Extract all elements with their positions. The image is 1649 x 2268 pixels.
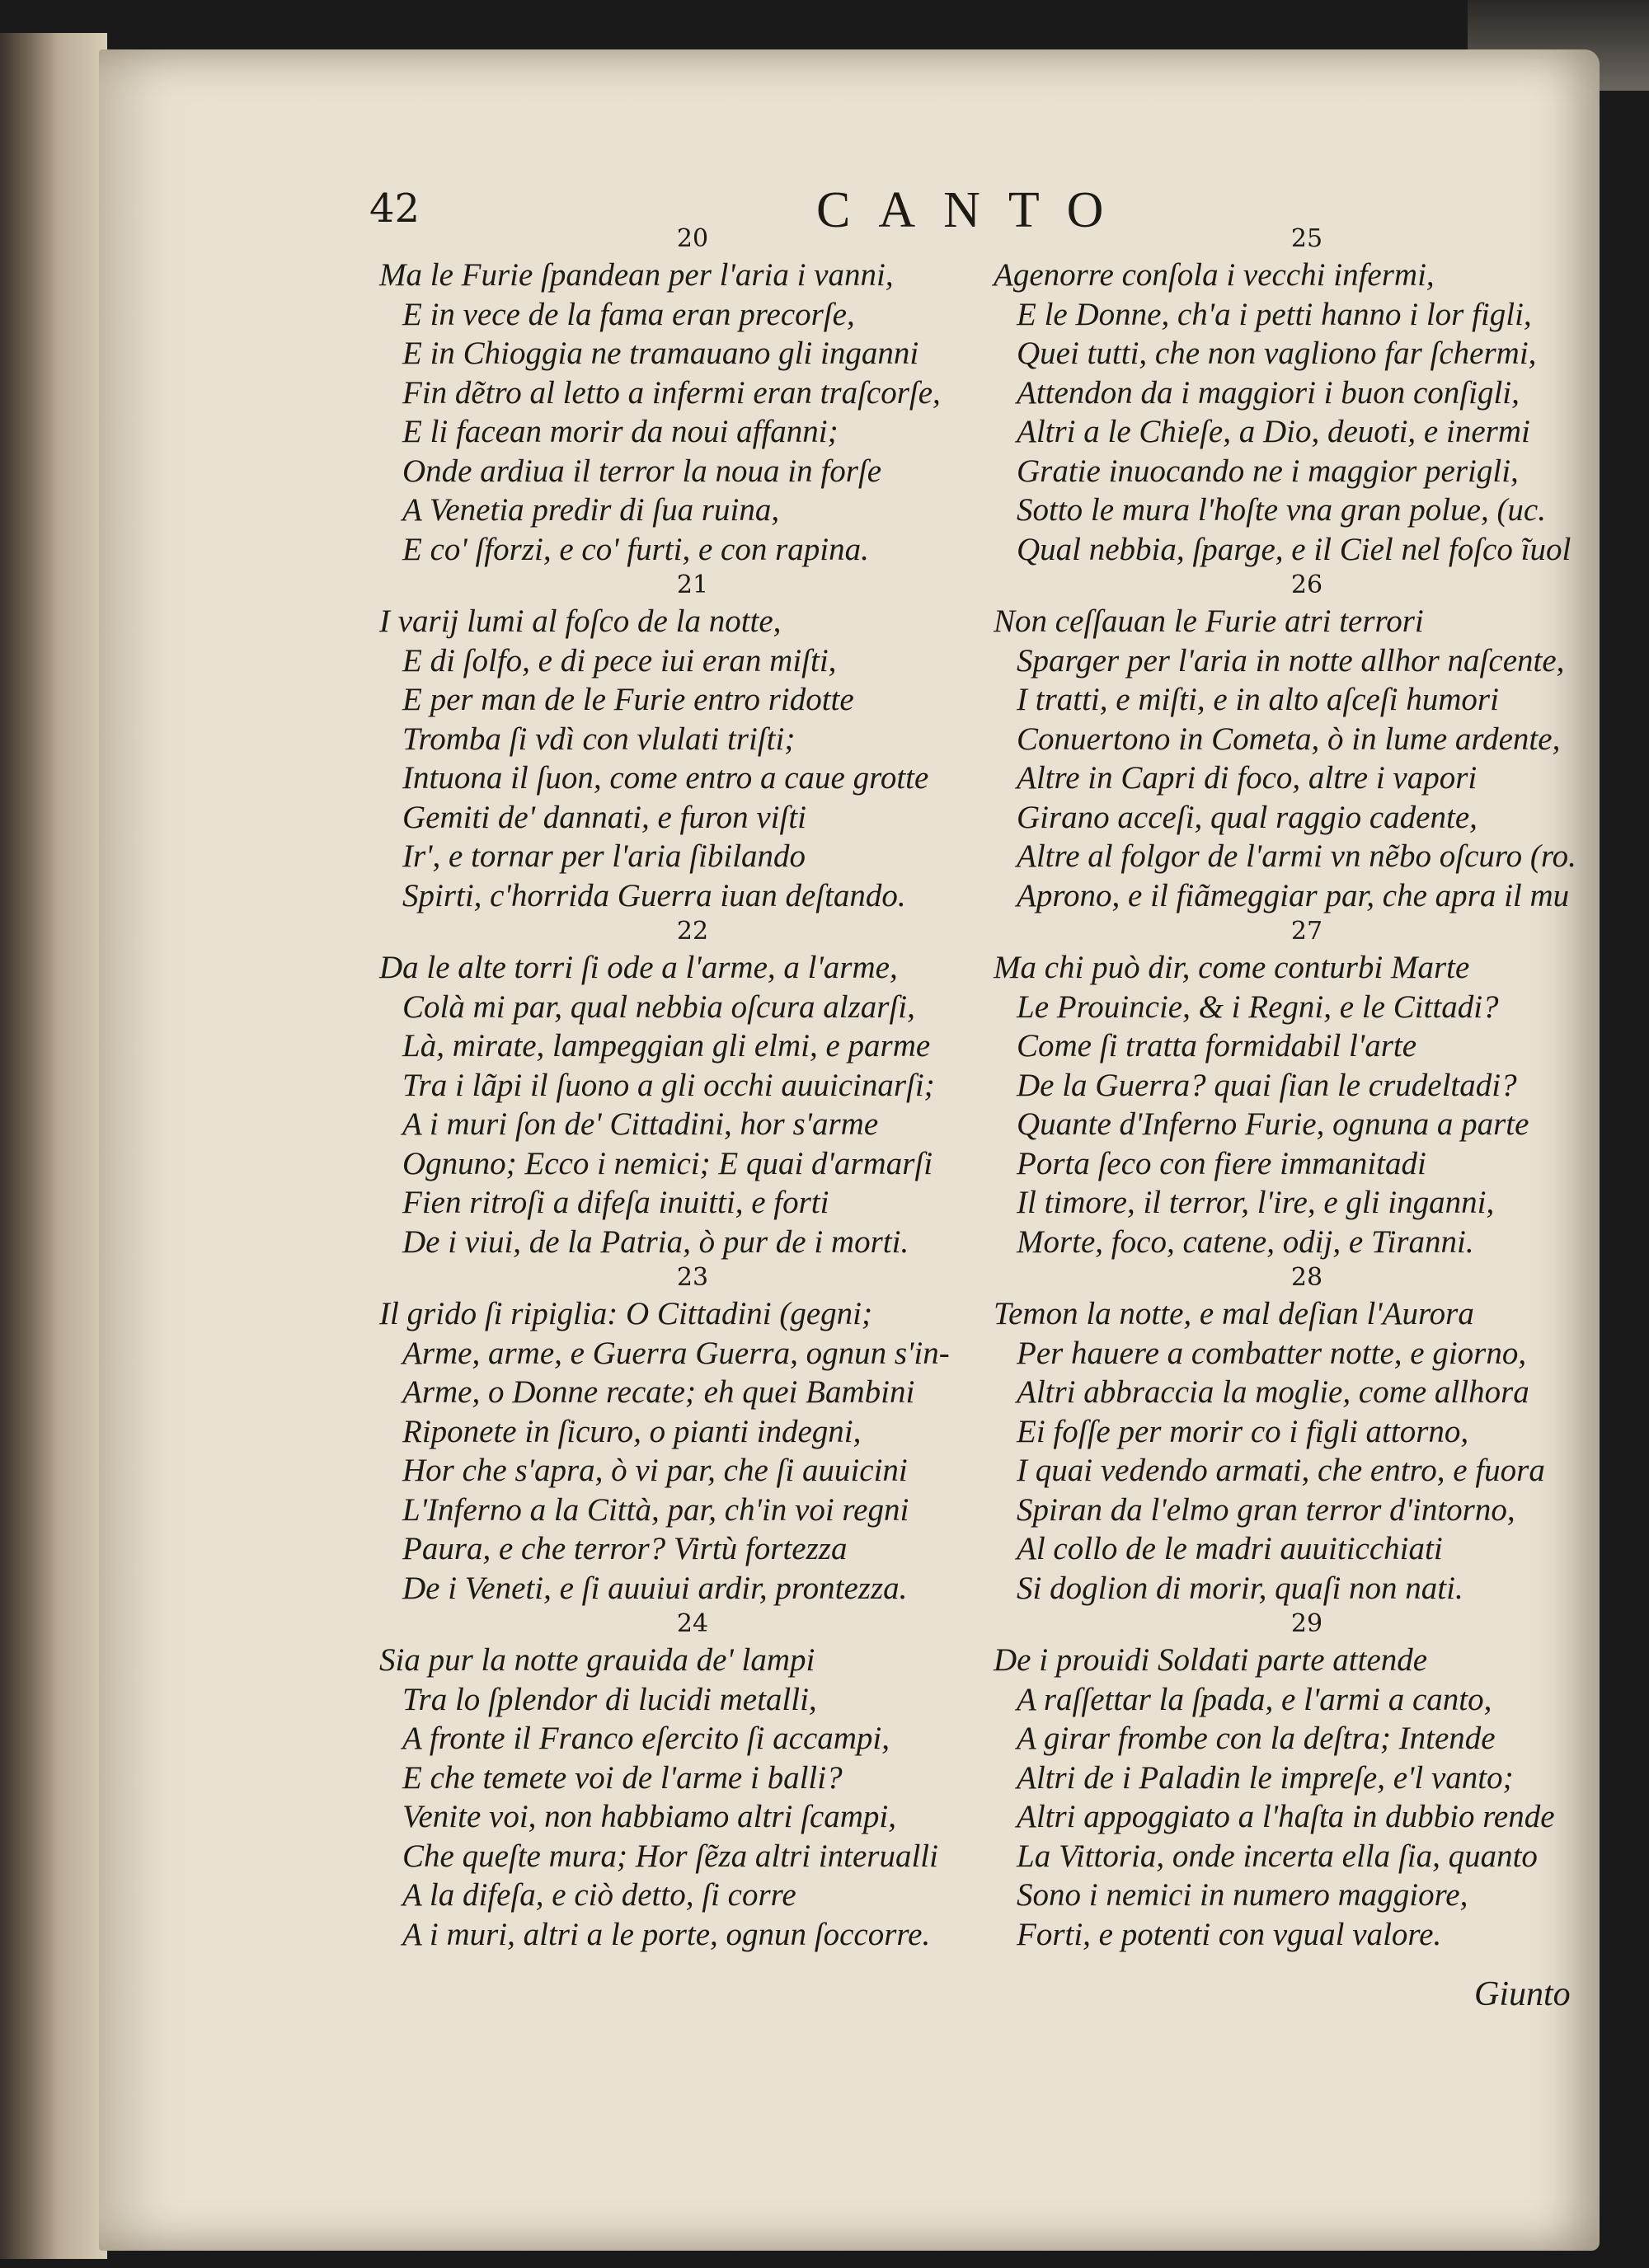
- verse-line: Non ceſſauan le Furie atri terrori: [994, 603, 1424, 639]
- verse-line: A fronte il Franco eſercito ſi accampi,: [402, 1721, 890, 1756]
- verse-line: A girar frombe con la deſtra; Intende: [1017, 1721, 1496, 1756]
- verse-line: Fin dẽtro al letto a infermi eran traſcorſe,: [402, 374, 941, 411]
- verse-line: Attendon da i maggiori i buon conſigli,: [1017, 374, 1520, 411]
- verse-line: Forti, e potenti con vgual valore.: [1017, 1916, 1442, 1952]
- stanza-number: 25: [1290, 224, 1323, 253]
- verse-line: Ognuno; Ecco i nemici; E quai d'armarſi: [402, 1145, 933, 1181]
- right-column: [994, 223, 1620, 1954]
- verse-line: Arme, o Donne recate; eh quei Bambini: [402, 1374, 915, 1410]
- running-head: CANTO: [816, 182, 1132, 238]
- verse-line: I quai vedendo armati, che entro, e fuora: [1017, 1453, 1545, 1488]
- verse-line: Ma le Furie ſpandean per l'aria i vanni,: [379, 257, 894, 293]
- verse-line: Paura, e che terror? Virtù fortezza: [402, 1531, 848, 1566]
- verse-line: Sia pur la notte grauida de' lampi: [379, 1642, 815, 1678]
- verse-line: Si doglion di morir, quaſi non nati.: [1017, 1570, 1463, 1606]
- book-fore-edge: [0, 33, 107, 2259]
- verse-line: Porta ſeco con fiere immanitadi: [1017, 1145, 1426, 1181]
- verse-line: Da le alte torri ſi ode a l'arme, a l'arme,: [379, 950, 898, 985]
- stanza-number: 24: [676, 1609, 709, 1638]
- stanza-number: 21: [676, 571, 709, 599]
- verse-line: Conuertono in Cometa, ò in lume ardente,: [1017, 721, 1561, 757]
- verse-line: Spirti, c'horrida Guerra iuan deſtando.: [402, 877, 906, 913]
- verse-line: I tratti, e miſti, e in alto aſceſi humori: [1017, 682, 1499, 717]
- verse-line: Quante d'Inferno Furie, ognuna a parte: [1017, 1106, 1529, 1142]
- stanza-number: 20: [676, 224, 709, 253]
- stanza-number: 27: [1290, 917, 1323, 946]
- verse-line: De la Guerra? quai ſian le crudeltadi?: [1017, 1067, 1517, 1103]
- verse-line: A raſſettar la ſpada, e l'armi a canto,: [1017, 1681, 1492, 1717]
- verse-line: Le Prouincie, & i Regni, e le Cittadi?: [1017, 988, 1499, 1025]
- verse-line: Il timore, il terror, l'ire, e gli inganni,: [1017, 1185, 1495, 1220]
- verse-line: Girano acceſi, qual raggio cadente,: [1017, 799, 1478, 835]
- left-column: [379, 223, 1006, 1954]
- verse-line: E co' ſforzi, e co' furti, e con rapina.: [402, 531, 869, 567]
- catchword: Giunto: [1474, 1975, 1571, 2013]
- verse-line: Temon la notte, e mal deſian l'Aurora: [994, 1296, 1474, 1331]
- verse-line: Tra lo ſplendor di lucidi metalli,: [402, 1681, 817, 1717]
- verse-line: Riponete in ſicuro, o pianti indegni,: [402, 1413, 862, 1449]
- verse-line: Fien ritroſi a difeſa inuitti, e forti: [402, 1185, 829, 1220]
- stanza-number: 28: [1290, 1263, 1323, 1292]
- stanza-number: 26: [1290, 571, 1323, 599]
- verse-line: A Venetia predir di ſua ruina,: [402, 492, 780, 528]
- verse-line: Ei foſſe per morir co i figli attorno,: [1017, 1413, 1469, 1449]
- verse-line: Al collo de le madri auuiticchiati: [1017, 1531, 1443, 1566]
- verse-line: Onde ardiua il terror la noua in forſe: [402, 453, 882, 489]
- verse-line: Sparger per l'aria in notte allhor naſcente,: [1017, 642, 1565, 679]
- verse-line: Intuona il ſuon, come entro a caue grotte: [402, 760, 929, 796]
- verse-line: E che temete voi de l'arme i balli?: [402, 1759, 843, 1796]
- verse-line: Gratie inuocando ne i maggior perigli,: [1017, 453, 1519, 489]
- verse-line: A la difeſa, e ciò detto, ſi corre: [402, 1877, 796, 1913]
- verse-line: L'Inferno a la Città, par, ch'in voi regni: [402, 1491, 909, 1528]
- verse-line: E per man de le Furie entro ridotte: [402, 682, 854, 717]
- verse-line: A i muri ſon de' Cittadini, hor s'arme: [402, 1106, 879, 1142]
- verse-line: Aprono, e il fiãmeggiar par, che apra il mu: [1017, 877, 1570, 913]
- verse-line: Sono i nemici in numero maggiore,: [1017, 1877, 1468, 1913]
- verse-line: Come ſi tratta formidabil l'arte: [1017, 1028, 1417, 1064]
- stanza-number: 22: [676, 917, 709, 946]
- page-number: 42: [369, 185, 420, 232]
- verse-line: E in Chioggia ne tramauano gli inganni: [402, 336, 919, 371]
- verse-line: Arme, arme, e Guerra Guerra, ognun s'in-: [402, 1335, 950, 1371]
- verse-line: E di ſolfo, e di pece iui eran miſti,: [402, 642, 837, 679]
- verse-line: E li facean morir da noui affanni;: [402, 414, 839, 449]
- verse-line: A i muri, altri a le porte, ognun ſoccorre.: [402, 1916, 931, 1952]
- verse-line: Altri appoggiato a l'haſta in dubbio rende: [1017, 1799, 1555, 1834]
- verse-line: La Vittoria, onde incerta ella ſia, quanto: [1017, 1838, 1538, 1874]
- verse-line: E le Donne, ch'a i petti hanno i lor figli,: [1017, 296, 1532, 332]
- stanza-number: 29: [1290, 1609, 1323, 1638]
- verse-line: Tromba ſi vdì con vlulati triſti;: [402, 721, 796, 757]
- verse-line: Gemiti de' dannati, e furon viſti: [402, 799, 806, 835]
- verse-line: E in vece de la fama eran precorſe,: [402, 296, 855, 332]
- verse-line: Altre al folgor de l'armi vn nẽbo oſcuro (ro.: [1017, 838, 1576, 874]
- verse-line: Hor che s'apra, ò vi par, che ſi auuicini: [402, 1453, 908, 1488]
- verse-line: De i prouidi Soldati parte attende: [994, 1642, 1428, 1678]
- verse-line: Ma chi può dir, come conturbi Marte: [994, 950, 1470, 985]
- verse-line: Altri abbraccia la moglie, come allhora: [1017, 1374, 1529, 1410]
- verse-line: Venite voi, non habbiamo altri ſcampi,: [402, 1799, 897, 1834]
- verse-line: Spiran da l'elmo gran terror d'intorno,: [1017, 1491, 1515, 1528]
- verse-line: Là, mirate, lampeggian gli elmi, e parme: [402, 1028, 931, 1064]
- verse-line: Tra i lãpi il ſuono a gli occhi auuicinarſi;: [402, 1067, 935, 1103]
- verse-line: Colà mi par, qual nebbia oſcura alzarſi,: [402, 988, 915, 1025]
- verse-line: Altri de i Paladin le impreſe, e'l vanto;: [1017, 1759, 1514, 1796]
- verse-line: Sotto le mura l'hoſte vna gran polue, (uc.: [1017, 492, 1546, 528]
- stanza-number: 23: [676, 1263, 709, 1292]
- verse-line: Agenorre conſola i vecchi infermi,: [994, 257, 1435, 293]
- verse-line: I varij lumi al foſco de la notte,: [379, 603, 782, 639]
- verse-line: Altri a le Chieſe, a Dio, deuoti, e inermi: [1017, 414, 1530, 449]
- verse-line: Morte, foco, catene, odij, e Tiranni.: [1017, 1223, 1474, 1260]
- verse-line: Qual nebbia, ſparge, e il Ciel nel foſco ĩuol: [1017, 531, 1571, 567]
- verse-line: Quei tutti, che non vagliono far ſchermi,: [1017, 336, 1537, 371]
- verse-line: De i Veneti, e ſi auuiui ardir, prontezza.: [402, 1570, 908, 1606]
- verse-line: Che queſte mura; Hor ſẽza altri interualli: [402, 1838, 938, 1874]
- verse-line: Per hauere a combatter notte, e giorno,: [1017, 1335, 1527, 1371]
- verse-line: Altre in Capri di foco, altre i vapori: [1017, 760, 1478, 796]
- verse-line: Il grido ſi ripiglia: O Cittadini (gegni;: [379, 1296, 872, 1331]
- verse-line: De i viui, de la Patria, ò pur de i morti.: [402, 1223, 909, 1260]
- verse-line: Ir', e tornar per l'aria ſibilando: [402, 838, 806, 874]
